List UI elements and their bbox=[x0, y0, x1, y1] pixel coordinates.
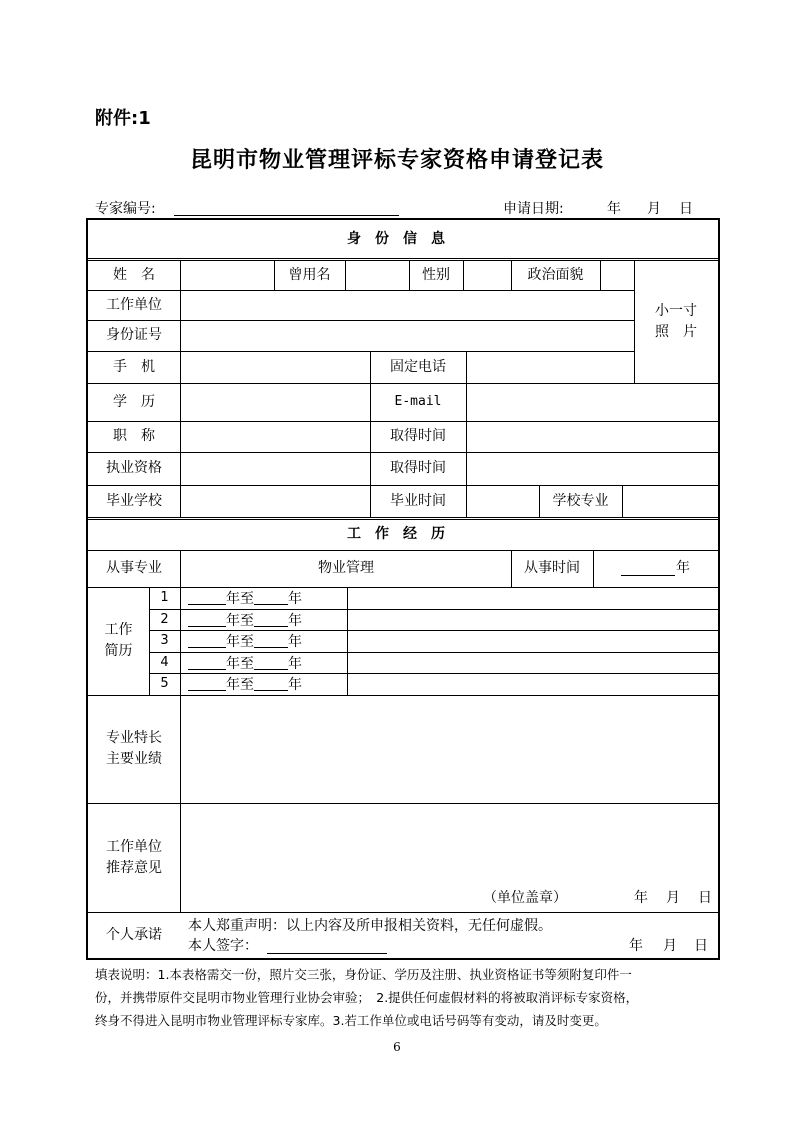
email-label: E-mail bbox=[394, 394, 442, 410]
education-field[interactable] bbox=[181, 383, 370, 421]
photo-box[interactable] bbox=[634, 260, 718, 383]
gender-label: 性别 bbox=[422, 266, 450, 283]
title-obtain-time-field[interactable] bbox=[466, 421, 718, 452]
expertise-label: 专业特长 主要业绩 bbox=[106, 730, 162, 767]
former-name-field[interactable] bbox=[345, 260, 409, 290]
expert-no-field[interactable] bbox=[174, 215, 399, 216]
grad-time-label: 毕业时间 bbox=[390, 492, 446, 509]
resume-row-number: 4 bbox=[160, 654, 169, 670]
practice-obtain-time-label: 取得时间 bbox=[390, 460, 446, 476]
page-number: 6 bbox=[393, 1040, 401, 1054]
resume-row-period[interactable]: 年至 年 bbox=[188, 673, 347, 695]
work-unit-label: 工作单位 bbox=[106, 296, 162, 313]
resume-row-period[interactable]: 年至 年 bbox=[188, 652, 347, 673]
expertise-field[interactable] bbox=[181, 695, 718, 803]
seal-label: （单位盖章） bbox=[483, 890, 567, 906]
photo-label-2: 照 片 bbox=[655, 323, 697, 340]
note-line-1: 填表说明：1.本表格需交一份，照片交三张，身份证、学历及注册、执业资格证书等须附复印件一 bbox=[95, 967, 632, 982]
pledge-day: 日 bbox=[694, 938, 708, 954]
note-line-3: 终身不得进入昆明市物业管理评标专家库。3.若工作单位或电话号码等有变动，请及时变更。 bbox=[95, 1013, 607, 1028]
major-label: 学校专业 bbox=[552, 492, 609, 509]
identity-section-title: 身份信息 bbox=[347, 230, 459, 247]
name-field[interactable] bbox=[181, 260, 274, 290]
resume-row-number: 1 bbox=[160, 590, 169, 606]
grad-time-field[interactable] bbox=[466, 485, 539, 517]
landline-field[interactable] bbox=[466, 351, 634, 383]
political-label: 政治面貌 bbox=[527, 266, 584, 283]
pledge-month: 月 bbox=[663, 938, 677, 954]
signature-label: 本人签字： bbox=[188, 938, 258, 954]
practice-field[interactable] bbox=[181, 452, 370, 485]
resume-row-period[interactable]: 年至 年 bbox=[188, 587, 347, 609]
school-field[interactable] bbox=[181, 485, 370, 517]
resume-row-period[interactable]: 年至 年 bbox=[188, 609, 347, 630]
fill-instructions bbox=[95, 963, 715, 1032]
gender-field[interactable] bbox=[463, 260, 511, 290]
resume-row-detail[interactable] bbox=[348, 673, 718, 695]
id-number-field[interactable] bbox=[181, 320, 634, 351]
apply-date-year: 年 bbox=[607, 201, 621, 217]
field-value: 物业管理 bbox=[318, 560, 374, 576]
major-field[interactable] bbox=[622, 485, 718, 517]
pledge-statement: 本人郑重声明：以上内容及所申报相关资料，无任何虚假。 bbox=[188, 918, 552, 934]
title-label: 职 称 bbox=[113, 428, 155, 444]
name-label: 姓 名 bbox=[113, 266, 155, 283]
form-title: 昆明市物业管理评标专家资格申请登记表 bbox=[189, 148, 604, 173]
email-field[interactable] bbox=[466, 383, 718, 421]
recommend-day: 日 bbox=[698, 890, 712, 906]
recommend-year: 年 bbox=[634, 890, 648, 906]
education-label: 学 历 bbox=[113, 393, 155, 410]
pledge-year: 年 bbox=[629, 938, 643, 954]
resume-row-detail[interactable] bbox=[348, 609, 718, 630]
work-section-title: 工作经历 bbox=[347, 526, 459, 542]
duration-field[interactable] bbox=[593, 550, 718, 587]
mobile-field[interactable] bbox=[181, 351, 370, 383]
resume-row-detail[interactable] bbox=[348, 630, 718, 652]
attachment-label: 附件:1 bbox=[95, 108, 151, 129]
field-label: 从事专业 bbox=[106, 560, 162, 576]
resume-row-number: 5 bbox=[160, 676, 169, 692]
practice-obtain-time-field[interactable] bbox=[466, 452, 718, 485]
recommend-month: 月 bbox=[666, 890, 680, 906]
signature-field[interactable] bbox=[267, 953, 387, 954]
resume-label: 工作 简历 bbox=[104, 622, 133, 659]
photo-label-1: 小一寸 bbox=[655, 302, 697, 319]
resume-row-number: 3 bbox=[160, 633, 169, 649]
apply-date-day: 日 bbox=[679, 201, 693, 217]
practice-label: 执业资格 bbox=[106, 460, 162, 476]
resume-row-number: 2 bbox=[160, 611, 169, 627]
recommend-label: 工作单位 推荐意见 bbox=[106, 838, 162, 876]
school-label: 毕业学校 bbox=[106, 492, 162, 509]
resume-row-detail[interactable] bbox=[348, 652, 718, 673]
title-field[interactable] bbox=[181, 421, 370, 452]
resume-row-period[interactable]: 年至 年 bbox=[188, 630, 347, 652]
pledge-label: 个人承诺 bbox=[106, 926, 162, 943]
registration-table bbox=[86, 218, 720, 960]
apply-date-label: 申请日期: bbox=[503, 201, 564, 217]
id-number-label: 身份证号 bbox=[106, 327, 162, 343]
recommend-field[interactable] bbox=[181, 803, 718, 883]
duration-label: 从事时间 bbox=[524, 560, 580, 576]
duration-year-suffix: 年 bbox=[676, 560, 690, 576]
political-field[interactable] bbox=[600, 260, 634, 290]
landline-label: 固定电话 bbox=[390, 358, 446, 375]
title-obtain-time-label: 取得时间 bbox=[390, 428, 446, 444]
mobile-label: 手 机 bbox=[113, 358, 155, 375]
note-line-2: 份，并携带原件交昆明市物业管理行业协会审验； 2.提供任何虚假材料的将被取消评标专家资格， bbox=[95, 990, 639, 1005]
expert-no-label: 专家编号: bbox=[95, 201, 156, 217]
former-name-label: 曾用名 bbox=[288, 266, 331, 283]
work-unit-field[interactable] bbox=[181, 290, 634, 320]
resume-row-detail[interactable] bbox=[348, 587, 718, 609]
apply-date-month: 月 bbox=[647, 201, 661, 217]
